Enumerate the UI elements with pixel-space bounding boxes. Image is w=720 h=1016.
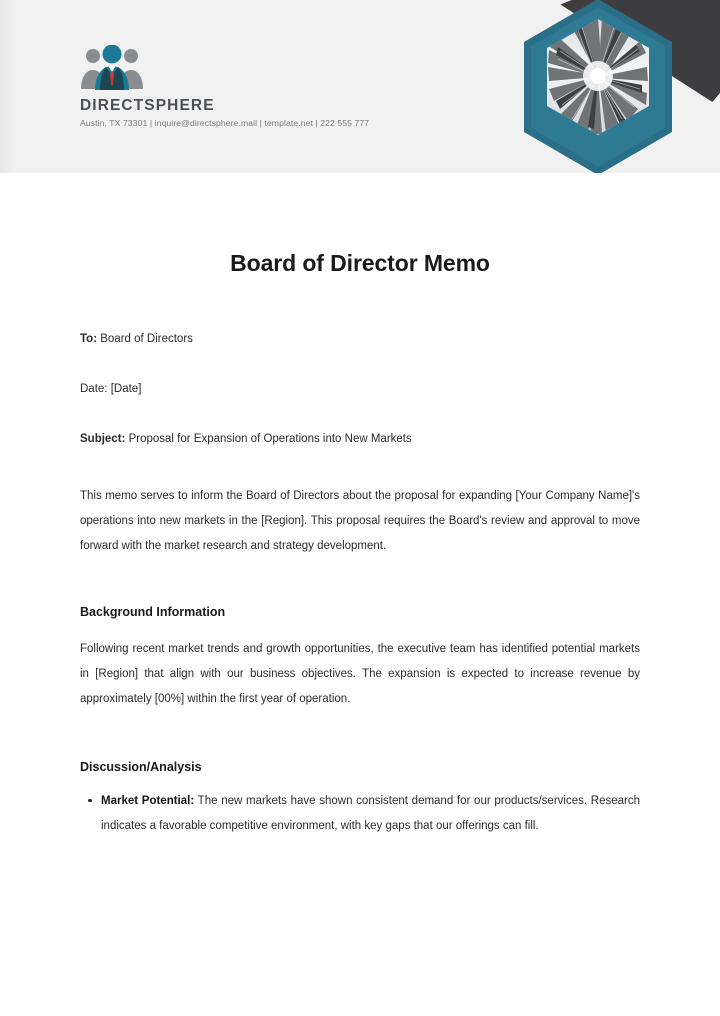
memo-to-label: To:: [80, 332, 98, 345]
memo-to-value: Board of Directors: [100, 332, 193, 345]
list-item: [80, 789, 640, 839]
page-title: Board of Director Memo: [230, 250, 490, 276]
document-body: [80, 173, 640, 838]
memo-date-label: Date:: [80, 382, 108, 395]
memo-subject-line: [80, 431, 640, 448]
discussion-bullet-list: [80, 789, 640, 839]
background-information-paragraph: Following recent market trends and growth opportunities, the executive team has identified potential markets in [Region] that align with our business objectives. The expansion is expected to increase revenue by approximately [00%] within the first year of operation.: [80, 643, 640, 705]
hexagon-skyscrapers-photo-icon: [510, 0, 686, 173]
document-header-band: [0, 0, 720, 173]
memo-to-line: [80, 331, 640, 348]
memo-subject-label: Subject:: [80, 433, 126, 446]
memo-subject-value: Proposal for Expansion of Operations into New Markets: [128, 433, 412, 446]
bullet-text: The new markets have shown consistent demand for our products/services. Research indicates a favorable competitive environment, with key gaps that our offerings can fill.: [101, 794, 640, 832]
memo-date-line: [80, 381, 640, 398]
bullet-label: Market Potential:: [101, 794, 195, 807]
brand-name: DIRECTSPHERE: [80, 97, 215, 114]
memo-date-value: [Date]: [110, 382, 142, 395]
company-logo-block: [80, 45, 369, 127]
three-people-group-icon: [80, 45, 144, 91]
brand-contact-line: Austin, TX 73301 | inquire@directsphere.mail | template.net | 222 555 777: [80, 117, 370, 128]
section-heading-discussion-analysis: Discussion/Analysis: [80, 759, 202, 774]
bullet-dot-icon: [88, 799, 92, 803]
intro-paragraph: This memo serves to inform the Board of Directors about the proposal for expanding [Your Company Name]'s operations into new markets in the [Region]. This proposal requires the Board's review and approval to move forward with the market research and strategy development.: [80, 490, 640, 552]
section-heading-background-information: Background Information: [80, 604, 226, 619]
